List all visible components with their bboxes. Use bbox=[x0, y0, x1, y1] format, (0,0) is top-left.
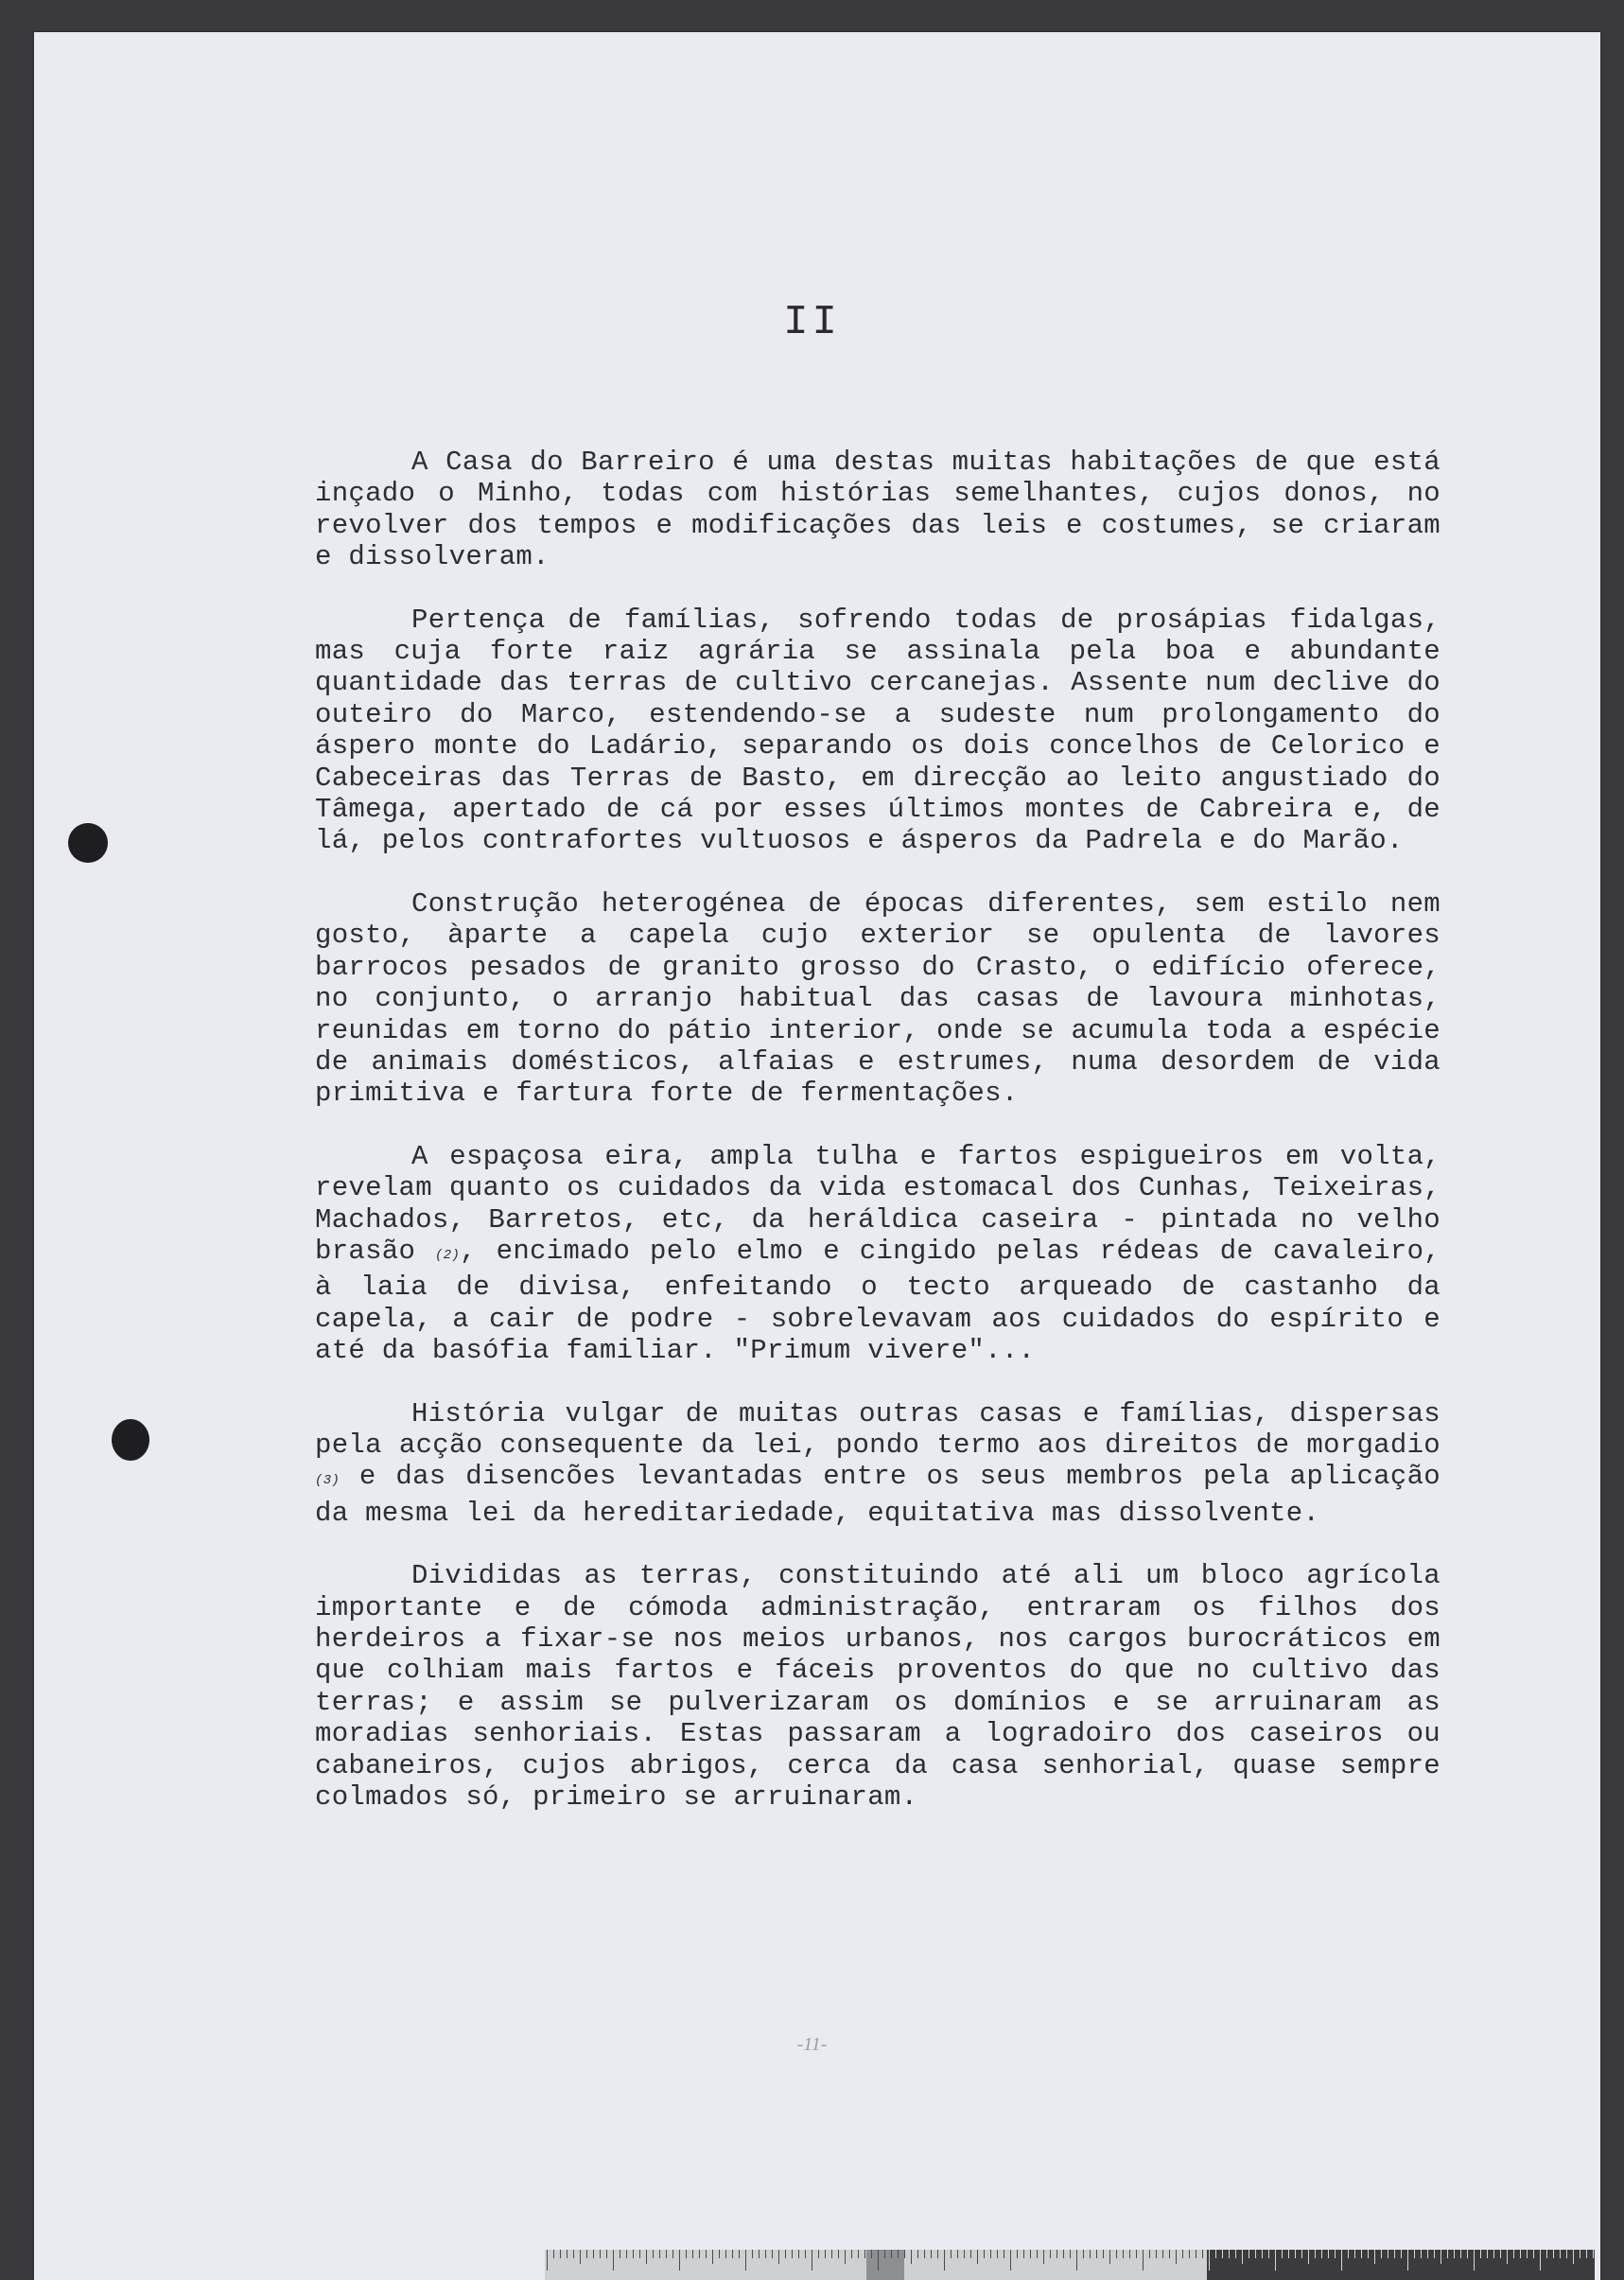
ruler-tick bbox=[997, 2250, 998, 2258]
ruler-tick bbox=[977, 2250, 978, 2264]
ruler-tick bbox=[699, 2250, 700, 2258]
ruler-tick bbox=[1017, 2250, 1018, 2258]
ruler-tick bbox=[1056, 2250, 1057, 2258]
paragraph-text: História vulgar de muitas outras casas e famílias, dispersas pela acção consequente da lei, pondo termo aos direitos de morgadio bbox=[315, 1397, 1441, 1461]
ruler-tick bbox=[1176, 2250, 1177, 2264]
ruler-tick bbox=[838, 2250, 839, 2258]
ruler-tick bbox=[1401, 2250, 1402, 2258]
ruler-tick bbox=[1321, 2250, 1322, 2258]
paragraph-text: Construção heterogénea de épocas diferentes, sem estilo nem gosto, àparte a capela cujo exterior se opulenta de lavores barrocos pesados de granito grosso do Crasto, o edifício oferece, no conjunto, o arranjo habitual das casas de lavoura minhotas, reunidas em torno do pátio interior, onde se acumula toda a espécie de animais domésticos, alfaias e estrumes, numa desordem de vida primitiva e fartura forte de fermentações. bbox=[315, 887, 1441, 1110]
ruler-tick bbox=[1315, 2250, 1316, 2258]
ruler-tick bbox=[1480, 2250, 1481, 2258]
ruler-tick bbox=[1096, 2250, 1097, 2258]
ruler-tick bbox=[825, 2250, 826, 2258]
ruler-tick bbox=[1037, 2250, 1038, 2258]
ruler-tick bbox=[1341, 2250, 1342, 2271]
ruler-tick bbox=[984, 2250, 985, 2258]
ruler-tick bbox=[1520, 2250, 1521, 2258]
ruler-tick bbox=[831, 2250, 832, 2258]
ruler-tick bbox=[1182, 2250, 1183, 2258]
ruler-tick bbox=[732, 2250, 733, 2258]
ruler-tick bbox=[1348, 2250, 1349, 2258]
punch-hole bbox=[68, 823, 108, 863]
ruler-tick bbox=[1169, 2250, 1170, 2258]
ruler-tick bbox=[639, 2250, 640, 2258]
ruler-tick bbox=[1573, 2250, 1574, 2264]
ruler-tick bbox=[957, 2250, 958, 2258]
paragraph bbox=[315, 1398, 1441, 1530]
paragraph bbox=[315, 447, 1441, 573]
ruler-tick bbox=[1030, 2250, 1031, 2258]
paragraph bbox=[315, 888, 1441, 1110]
ruler-tick bbox=[1394, 2250, 1395, 2258]
ruler-tick bbox=[1540, 2250, 1541, 2271]
page-number: -11- bbox=[796, 2034, 828, 2055]
ruler-tick bbox=[931, 2250, 932, 2258]
ruler-tick bbox=[1136, 2250, 1137, 2258]
ruler-tick bbox=[851, 2250, 852, 2258]
ruler-tick bbox=[1156, 2250, 1157, 2258]
ruler-tick bbox=[845, 2250, 846, 2264]
ruler-tick bbox=[1268, 2250, 1269, 2258]
ruler-tick bbox=[1414, 2250, 1415, 2258]
ruler-tick bbox=[1063, 2250, 1064, 2258]
ruler-tick bbox=[679, 2250, 680, 2271]
ruler-tick bbox=[1427, 2250, 1428, 2258]
ruler-tick bbox=[1354, 2250, 1355, 2258]
ruler-tick bbox=[659, 2250, 660, 2258]
ruler-tick bbox=[1546, 2250, 1547, 2258]
ruler-tick bbox=[626, 2250, 627, 2258]
ruler-tick bbox=[580, 2250, 581, 2264]
ruler-tick bbox=[1010, 2250, 1011, 2271]
paragraph bbox=[315, 605, 1441, 857]
ruler-tick bbox=[586, 2250, 587, 2258]
ruler-tick bbox=[1295, 2250, 1296, 2258]
ruler-tick bbox=[1070, 2250, 1071, 2258]
ruler-tick bbox=[706, 2250, 707, 2258]
ruler-tick bbox=[1361, 2250, 1362, 2258]
ruler-tick bbox=[1076, 2250, 1077, 2271]
ruler-tick bbox=[666, 2250, 667, 2258]
ruler-tick bbox=[725, 2250, 726, 2258]
ruler-tick bbox=[759, 2250, 760, 2258]
ruler-tick bbox=[1103, 2250, 1104, 2258]
ruler-tick bbox=[1050, 2250, 1051, 2258]
ruler-tick bbox=[613, 2250, 614, 2271]
ruler-tick bbox=[1474, 2250, 1475, 2271]
ruler-tick bbox=[1242, 2250, 1243, 2264]
ruler-tick bbox=[1454, 2250, 1455, 2258]
ruler-tick bbox=[653, 2250, 654, 2258]
paragraph bbox=[315, 1560, 1441, 1813]
ruler-tick bbox=[878, 2250, 879, 2271]
ruler-tick bbox=[712, 2250, 713, 2264]
ruler-tick bbox=[739, 2250, 740, 2258]
ruler-tick bbox=[1533, 2250, 1534, 2258]
paragraph-text: Divididas as terras, constituindo até ali um bloco agrícola importante e de cómoda administração, entraram os filhos dos herdeiros a fixar-se nos meios urbanos, nos cargos burocráticos em que colhiam mais fartos e fáceis proventos do que no cultivo das terras; e assim se pulverizaram os domínios e se arruinaram as moradias senhoriais. Estas passaram a logradoiro dos caseiros ou cabaneiros, cujos abrigos, cerca da casa senhorial, quase sempre colmados só, primeiro se arruinaram. bbox=[315, 1560, 1441, 1814]
ruler-tick bbox=[1507, 2250, 1508, 2264]
ruler-tick bbox=[1149, 2250, 1150, 2258]
scale-ruler bbox=[545, 2250, 1595, 2280]
ruler-tick bbox=[858, 2250, 859, 2258]
ruler-tick bbox=[1500, 2250, 1501, 2258]
ruler-tick bbox=[1513, 2250, 1514, 2258]
ruler-tick bbox=[633, 2250, 634, 2258]
ruler-tick bbox=[884, 2250, 885, 2258]
ruler-tick bbox=[1109, 2250, 1110, 2264]
ruler-tick bbox=[1209, 2250, 1210, 2271]
punch-hole bbox=[112, 1419, 149, 1461]
ruler-tick bbox=[964, 2250, 965, 2258]
ruler-band bbox=[866, 2250, 904, 2280]
ruler-tick bbox=[864, 2250, 865, 2258]
ruler-tick bbox=[1282, 2250, 1283, 2258]
ruler-tick bbox=[1162, 2250, 1163, 2258]
ruler-tick bbox=[1421, 2250, 1422, 2258]
ruler-tick bbox=[593, 2250, 594, 2258]
ruler-tick bbox=[792, 2250, 793, 2258]
body-text bbox=[315, 447, 1441, 1844]
paragraph-text: Pertença de famílias, sofrendo todas de prosápias fidalgas, mas cuja forte raiz agrária se assinala pela boa e abundante quantidade das terras de cultivo cercanejas. Assente num declive do outeiro do Marco, estendendo-se a sudeste num prolongamento do áspero monte do Ladário, separando os dois concelhos de Celorico e Cabeceiras das Terras de Basto, em direcção ao leito angustiado do Tâmega, apertado de cá por esses últimos montes de Cabreira e, de lá, pelos contrafortes vultuosos e ásperos da Padrela e do Marão. bbox=[315, 604, 1441, 857]
ruler-tick bbox=[1235, 2250, 1236, 2258]
footnote-ref: (2) bbox=[435, 1247, 461, 1263]
ruler-tick bbox=[1467, 2250, 1468, 2258]
ruler-tick bbox=[719, 2250, 720, 2258]
ruler-tick bbox=[1527, 2250, 1528, 2258]
ruler-tick bbox=[692, 2250, 693, 2258]
ruler-tick bbox=[745, 2250, 746, 2271]
ruler-tick bbox=[798, 2250, 799, 2258]
ruler-tick bbox=[553, 2250, 554, 2258]
ruler-tick bbox=[1262, 2250, 1263, 2258]
ruler-tick bbox=[686, 2250, 687, 2258]
ruler-tick bbox=[547, 2250, 548, 2271]
ruler-tick bbox=[1116, 2250, 1117, 2258]
ruler-tick bbox=[778, 2250, 779, 2264]
ruler-tick bbox=[1129, 2250, 1130, 2258]
ruler-tick bbox=[805, 2250, 806, 2258]
ruler-tick bbox=[1381, 2250, 1382, 2258]
ruler-tick bbox=[970, 2250, 971, 2258]
ruler-tick bbox=[1083, 2250, 1084, 2258]
ruler-tick bbox=[1460, 2250, 1461, 2258]
paragraph-text: A espaçosa eira, ampla tulha e fartos espigueiros em volta, revelam quanto os cuidados da vida estomacal dos Cunhas, Teixeiras, Machados, Barretos, etc, da heráldica caseira - pintada no velho brasão bbox=[315, 1140, 1441, 1267]
ruler-tick bbox=[911, 2250, 912, 2264]
ruler-tick bbox=[1301, 2250, 1302, 2258]
ruler-tick bbox=[1308, 2250, 1309, 2264]
ruler-tick bbox=[1407, 2250, 1408, 2271]
ruler-tick bbox=[772, 2250, 773, 2258]
ruler-tick bbox=[917, 2250, 918, 2258]
ruler-tick bbox=[765, 2250, 766, 2258]
ruler-tick bbox=[1593, 2250, 1594, 2258]
ruler-tick bbox=[1335, 2250, 1336, 2258]
ruler-tick bbox=[1560, 2250, 1561, 2258]
ruler-tick bbox=[1368, 2250, 1369, 2258]
paragraph-text: e das disencões levantadas entre os seus membros pela aplicação da mesma lei da hereditariedade, equitativa mas dissolvente. bbox=[315, 1461, 1441, 1529]
ruler-tick bbox=[560, 2250, 561, 2258]
ruler-tick bbox=[1043, 2250, 1044, 2264]
ruler-tick bbox=[898, 2250, 899, 2258]
ruler-tick bbox=[944, 2250, 945, 2271]
ruler-tick bbox=[1434, 2250, 1435, 2258]
ruler-tick bbox=[1374, 2250, 1375, 2264]
ruler-tick bbox=[785, 2250, 786, 2258]
ruler-tick bbox=[1090, 2250, 1091, 2258]
paragraph bbox=[315, 1141, 1441, 1367]
ruler-tick bbox=[646, 2250, 647, 2264]
ruler-tick bbox=[567, 2250, 568, 2258]
ruler-tick bbox=[1189, 2250, 1190, 2258]
ruler-tick bbox=[951, 2250, 952, 2258]
footnote-ref: (3) bbox=[315, 1473, 341, 1489]
ruler-tick bbox=[1566, 2250, 1567, 2258]
ruler-tick bbox=[1143, 2250, 1144, 2271]
ruler-tick bbox=[990, 2250, 991, 2258]
ruler-tick bbox=[1215, 2250, 1216, 2258]
chapter-title: II bbox=[783, 299, 841, 346]
ruler-tick bbox=[672, 2250, 673, 2258]
ruler-tick bbox=[573, 2250, 574, 2258]
ruler-tick bbox=[1275, 2250, 1276, 2271]
ruler-tick bbox=[1586, 2250, 1587, 2258]
ruler-tick bbox=[600, 2250, 601, 2258]
ruler-tick bbox=[1229, 2250, 1230, 2258]
ruler-tick bbox=[1288, 2250, 1289, 2258]
ruler-tick bbox=[904, 2250, 905, 2258]
ruler-tick bbox=[752, 2250, 753, 2258]
ruler-tick bbox=[1023, 2250, 1024, 2258]
paragraph-text: A Casa do Barreiro é uma destas muitas habitações de que está inçado o Minho, todas com histórias semelhantes, cujos donos, no revolver dos tempos e modificações das leis e costumes, se criaram e dissolveram. bbox=[315, 447, 1441, 573]
ruler-tick bbox=[891, 2250, 892, 2258]
ruler-tick bbox=[606, 2250, 607, 2258]
ruler-tick bbox=[1328, 2250, 1329, 2258]
ruler-tick bbox=[871, 2250, 872, 2258]
ruler-tick bbox=[1553, 2250, 1554, 2258]
ruler-tick bbox=[1447, 2250, 1448, 2258]
ruler-tick bbox=[1222, 2250, 1223, 2258]
ruler-tick bbox=[1487, 2250, 1488, 2258]
ruler-tick bbox=[1493, 2250, 1494, 2258]
ruler-tick bbox=[937, 2250, 938, 2258]
paragraph-text: , encimado pelo elmo e cingido pelas rédeas de cavaleiro, à laia de divisa, enfeitando o tecto arqueado de castanho da capela, a cair de podre - sobrelevavam aos cuidados do espírito e até da basófia familiar. "Primum vivere"... bbox=[315, 1235, 1441, 1367]
ruler-tick bbox=[1255, 2250, 1256, 2258]
ruler-tick bbox=[818, 2250, 819, 2258]
ruler-tick bbox=[1123, 2250, 1124, 2258]
ruler-tick bbox=[1202, 2250, 1203, 2258]
ruler-tick bbox=[924, 2250, 925, 2258]
